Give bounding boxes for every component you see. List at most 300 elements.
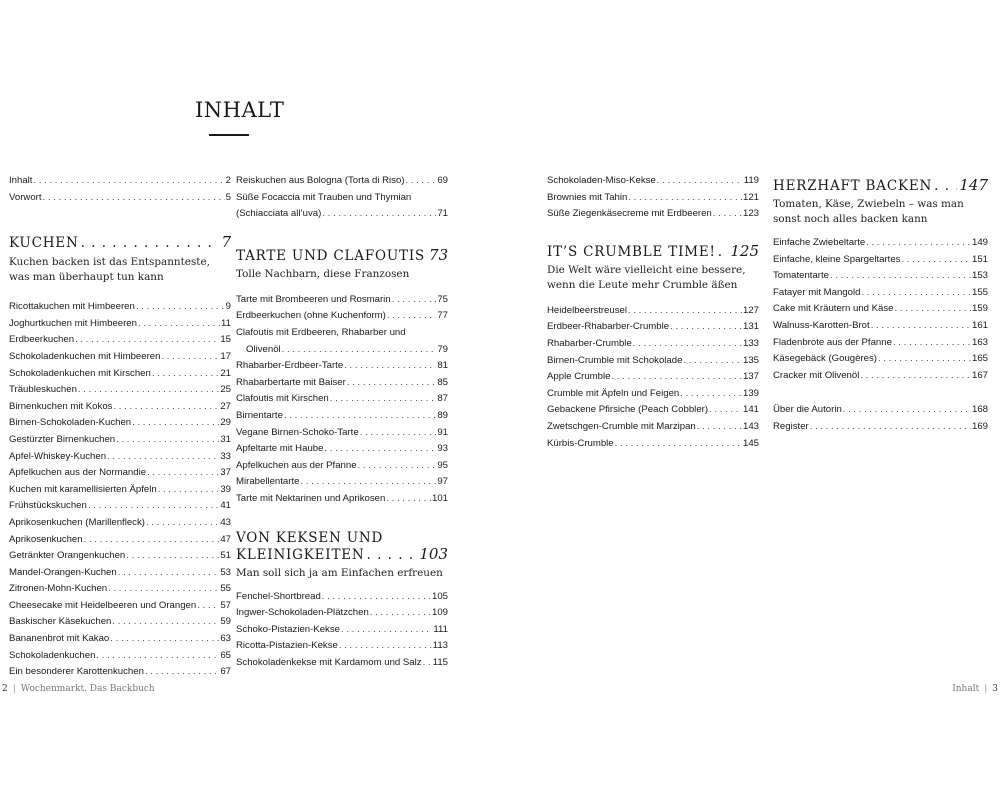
section-subtitle: Tomaten, Käse, Zwiebeln – was man sonst noch alles backen kann xyxy=(773,198,964,225)
entry-label: Brownies mit Tahin xyxy=(547,191,628,203)
toc-entry[interactable] xyxy=(547,173,759,190)
entry-page-number: 33 xyxy=(220,450,231,462)
entry-label: Schokoladen-Miso-Kekse xyxy=(547,175,656,186)
toc-entry[interactable] xyxy=(547,419,759,436)
entry-page-number: 21 xyxy=(220,367,231,379)
leader-dots xyxy=(341,622,432,639)
entry-page-number: 139 xyxy=(742,387,759,399)
footer-section-name: Inhalt xyxy=(952,684,980,694)
entry-label: Erdbeerkuchen xyxy=(9,334,75,346)
toc-entry[interactable] xyxy=(9,581,231,598)
leader-dots xyxy=(893,335,971,352)
entry-page-number: 2 xyxy=(225,175,231,186)
toc-entry[interactable] xyxy=(773,419,988,436)
entry-label: Reiskuchen aus Bologna (Torta di Riso) xyxy=(236,175,405,186)
leader-dots xyxy=(934,178,957,194)
entry-label: Heidelbeerstreusel xyxy=(547,304,627,316)
entry-page-number: 167 xyxy=(971,369,988,381)
entry-page-number: 65 xyxy=(220,649,231,661)
leader-dots xyxy=(88,498,219,515)
leader-dots xyxy=(633,336,742,353)
leader-dots xyxy=(322,206,436,223)
toc-entry[interactable] xyxy=(236,655,448,672)
leader-dots xyxy=(347,375,436,392)
entry-page-number: 109 xyxy=(431,607,448,619)
entry-page-number: 97 xyxy=(437,476,448,488)
entry-label: Schokoladenkuchen xyxy=(9,649,96,661)
entry-page-number: 63 xyxy=(220,633,231,645)
entry-label: Cheesecake mit Heidelbeeren und Orangen xyxy=(9,599,197,611)
leader-dots xyxy=(358,458,437,475)
toc-entry[interactable] xyxy=(9,465,231,482)
entry-label: Vegane Birnen-Schoko-Tarte xyxy=(236,426,359,438)
entry-page-number: 37 xyxy=(220,467,231,479)
toc-entry[interactable] xyxy=(773,252,988,269)
entry-page-number: 95 xyxy=(437,459,448,471)
leader-dots xyxy=(113,399,219,416)
entry-page-number: 141 xyxy=(742,404,759,416)
entry-page-number: 87 xyxy=(437,393,448,405)
entry-label: Schoko-Pistazien-Kekse xyxy=(236,623,340,635)
leader-dots xyxy=(709,402,742,419)
entry-page-number: 59 xyxy=(220,616,231,628)
entry-page-number: 123 xyxy=(742,208,759,220)
entry-label: Käsegebäck (Gougères) xyxy=(773,353,877,365)
entry-label: Rhabarber-Erdbeer-Tarte xyxy=(236,360,344,372)
entry-label: Aprikosenkuchen xyxy=(9,533,83,545)
entry-page-number: 39 xyxy=(220,483,231,495)
leader-dots xyxy=(158,482,220,499)
leader-dots xyxy=(284,408,436,425)
toc-entry[interactable] xyxy=(773,268,988,285)
toc-entry[interactable] xyxy=(236,622,448,639)
toc-entry[interactable] xyxy=(9,532,231,549)
entry-label: Joghurtkuchen mit Himbeeren xyxy=(9,317,137,329)
toc-entry[interactable] xyxy=(9,366,231,383)
leader-dots xyxy=(697,419,742,436)
entry-page-number: 51 xyxy=(220,550,231,562)
section-title: TARTE UND CLAFOUTIS xyxy=(236,247,426,264)
leader-dots xyxy=(370,605,431,622)
section-title-row2 xyxy=(236,546,448,563)
entry-label: Rhabarbertarte mit Baiser xyxy=(236,376,346,388)
toc-entry[interactable] xyxy=(9,482,231,499)
entry-label: Träubleskuchen xyxy=(9,384,77,396)
leader-dots xyxy=(43,190,225,207)
entry-line2 xyxy=(236,206,448,223)
leader-dots xyxy=(386,491,431,508)
entry-list xyxy=(236,292,448,325)
entry-page-number: 11 xyxy=(221,317,231,329)
toc-entry[interactable] xyxy=(773,301,988,318)
entry-label: Erdbeerkuchen (ohne Kuchenform) xyxy=(236,310,386,322)
entry-label: Bananenbrot mit Kakao xyxy=(9,633,110,645)
leader-dots xyxy=(423,655,432,672)
section-title-line2: KLEINIGKEITEN xyxy=(236,546,365,563)
leader-dots xyxy=(110,631,219,648)
footer-separator: | xyxy=(984,684,988,694)
entry-list xyxy=(547,173,759,223)
toc-entry[interactable] xyxy=(9,299,231,316)
entry-page-number: 57 xyxy=(220,599,231,611)
entry-label: Birnen-Crumble mit Schokolade xyxy=(547,354,683,366)
leader-dots xyxy=(871,318,971,335)
entry-page-number: 27 xyxy=(220,400,231,412)
leader-dots xyxy=(75,332,219,349)
entry-label: Cake mit Kräutern und Käse xyxy=(773,303,894,315)
leader-dots xyxy=(895,301,971,318)
entry-page-number: 119 xyxy=(743,175,759,186)
leader-dots xyxy=(861,285,971,302)
section-heading[interactable] xyxy=(236,247,448,264)
toc-entry[interactable] xyxy=(9,614,231,631)
footer-page-number: 2 xyxy=(2,684,8,694)
entry-label: Über die Autorin xyxy=(773,404,842,416)
entry-page-number: 71 xyxy=(437,208,448,220)
entry-label: Cracker mit Olivenöl xyxy=(773,369,860,381)
entry-list xyxy=(547,303,759,452)
leader-dots xyxy=(322,589,431,606)
toc-entry[interactable] xyxy=(773,351,988,368)
toc-entry[interactable] xyxy=(9,498,231,515)
section-page-number: 7 xyxy=(221,233,231,252)
entry-label: Kuchen mit karamellisierten Äpfeln xyxy=(9,483,157,495)
section-heading[interactable] xyxy=(547,243,759,260)
entry-label: Ricottakuchen mit Himbeeren xyxy=(9,301,135,313)
footer-left xyxy=(2,684,155,694)
entry-label: Tomatentarte xyxy=(773,270,829,282)
leader-dots xyxy=(670,319,742,336)
toc-entry[interactable] xyxy=(9,515,231,532)
entry-page-number: 17 xyxy=(220,350,231,362)
entry-label: Apfelkuchen aus der Pfanne xyxy=(236,459,357,471)
entry-label: Schokoladenkuchen mit Kirschen xyxy=(9,367,151,379)
entry-page-number: 47 xyxy=(220,533,231,545)
toc-entry[interactable] xyxy=(9,332,231,349)
toc-entry[interactable] xyxy=(773,402,988,419)
section-title: IT’S CRUMBLE TIME! xyxy=(547,243,716,260)
leader-dots xyxy=(116,432,219,449)
toc-entry[interactable] xyxy=(236,325,448,358)
toc-entry[interactable] xyxy=(773,335,988,352)
entry-label: Schokoladenkekse mit Kardamom und Salz xyxy=(236,656,422,668)
leader-dots xyxy=(84,532,220,549)
leader-dots xyxy=(161,349,219,366)
leader-dots xyxy=(147,465,219,482)
toc-entry[interactable] xyxy=(773,235,988,252)
entry-label-line2: Olivenöl xyxy=(246,343,281,355)
toc-entry[interactable] xyxy=(236,589,448,606)
entry-label: Mandel-Orangen-Kuchen xyxy=(9,566,117,578)
entry-page-number: 111 xyxy=(433,623,448,635)
leader-dots xyxy=(860,368,971,385)
entry-page-number: 133 xyxy=(742,337,759,349)
entry-page-number: 143 xyxy=(742,420,759,432)
leader-dots xyxy=(680,386,742,403)
toc-entry[interactable] xyxy=(9,190,231,207)
entry-page-number: 169 xyxy=(971,420,988,432)
footer-separator: | xyxy=(12,684,16,694)
toc-entry[interactable] xyxy=(547,303,759,320)
leader-dots xyxy=(843,402,971,419)
entry-page-number: 153 xyxy=(971,270,988,282)
leader-dots xyxy=(866,235,971,252)
section-crumble xyxy=(547,243,759,452)
toc-entry[interactable] xyxy=(236,308,448,325)
toc-entry[interactable] xyxy=(547,319,759,336)
section-page-number: 103 xyxy=(419,544,448,563)
toc-entry[interactable] xyxy=(547,369,759,386)
back-matter-list xyxy=(773,402,988,435)
entry-page-number: 79 xyxy=(437,343,448,355)
entry-label: Apfel-Whiskey-Kuchen xyxy=(9,450,107,462)
entry-list xyxy=(236,589,448,672)
toc-entry[interactable] xyxy=(236,408,448,425)
toc-entry[interactable] xyxy=(9,173,231,190)
toc-entry[interactable] xyxy=(236,391,448,408)
title-underline xyxy=(209,134,249,136)
footer-right xyxy=(952,684,998,694)
entry-page-number: 5 xyxy=(225,191,231,203)
leader-dots xyxy=(830,268,971,285)
toc-column-3 xyxy=(547,173,759,452)
toc-entry[interactable] xyxy=(9,648,231,665)
entry-page-number: 149 xyxy=(971,237,988,248)
entry-label: Apple Crumble xyxy=(547,371,611,383)
entry-label: Apfelkuchen aus der Normandie xyxy=(9,467,147,479)
entry-label: Einfache, kleine Spargeltartes xyxy=(773,253,901,265)
entry-page-number: 93 xyxy=(437,443,448,455)
leader-dots xyxy=(330,391,437,408)
toc-entry[interactable] xyxy=(773,318,988,335)
section-subtitle: Die Welt wäre vielleicht eine bessere, wenn die Leute mehr Crumble äßen xyxy=(547,263,746,291)
entry-label: Register xyxy=(773,420,809,432)
leader-dots xyxy=(628,190,742,207)
entry-label: Crumble mit Äpfeln und Feigen xyxy=(547,387,680,399)
entry-label: Ricotta-Pistazien-Kekse xyxy=(236,640,338,652)
entry-page-number: 29 xyxy=(220,417,231,429)
section-title: KUCHEN xyxy=(9,235,79,252)
toc-entry[interactable] xyxy=(547,436,759,453)
toc-entry[interactable] xyxy=(236,292,448,309)
leader-dots xyxy=(387,308,436,325)
entry-label: Gestürzter Birnenkuchen xyxy=(9,433,116,445)
entry-label: Birnentarte xyxy=(236,409,283,421)
entry-page-number: 31 xyxy=(220,433,231,445)
entry-label: Zitronen-Mohn-Kuchen xyxy=(9,583,108,595)
toc-entry[interactable] xyxy=(773,368,988,385)
toc-entry[interactable] xyxy=(236,605,448,622)
leader-dots xyxy=(282,342,437,359)
entry-label: Einfache Zwiebeltarte xyxy=(773,237,866,248)
section-subtitle: Man soll sich ja am Einfachen erfreuen xyxy=(236,566,443,579)
entry-page-number: 15 xyxy=(220,334,231,346)
leader-dots xyxy=(300,474,436,491)
toc-entry[interactable] xyxy=(236,375,448,392)
entry-page-number: 41 xyxy=(220,500,231,512)
entry-page-number: 69 xyxy=(437,175,448,186)
section-heading[interactable] xyxy=(9,234,231,251)
leader-dots xyxy=(118,565,220,582)
section-title: HERZHAFT BACKEN xyxy=(773,178,933,194)
toc-entry[interactable] xyxy=(236,173,448,190)
entry-label: Walnuss-Karotten-Brot xyxy=(773,319,870,331)
toc-entry[interactable] xyxy=(9,415,231,432)
leader-dots xyxy=(901,252,971,269)
entry-line2 xyxy=(236,342,448,359)
entry-label: Schokoladenkuchen mit Himbeeren xyxy=(9,350,161,362)
toc-entry[interactable] xyxy=(236,474,448,491)
toc-entry[interactable] xyxy=(547,190,759,207)
toc-column-2 xyxy=(236,173,448,671)
entry-page-number: 127 xyxy=(742,304,759,316)
entry-label: Birnenkuchen mit Kokos xyxy=(9,400,113,412)
entry-label: Mirabellentarte xyxy=(236,476,300,488)
leader-dots xyxy=(683,353,742,370)
entry-page-number: 151 xyxy=(971,253,988,265)
leader-dots xyxy=(152,366,219,383)
entry-page-number: 53 xyxy=(220,566,231,578)
entry-label: Baskischer Käsekuchen xyxy=(9,616,112,628)
toc-entry[interactable] xyxy=(236,190,448,223)
entry-label: Tarte mit Brombeeren und Rosmarin xyxy=(236,293,391,305)
leader-dots xyxy=(108,581,219,598)
entry-page-number: 43 xyxy=(220,516,231,528)
leader-dots xyxy=(713,206,742,223)
entry-label: Frühstückskuchen xyxy=(9,500,87,512)
leader-dots xyxy=(107,449,219,466)
section-heading[interactable] xyxy=(236,530,448,563)
leader-dots xyxy=(78,382,219,399)
entry-page-number: 55 xyxy=(220,583,231,595)
toc-entry[interactable] xyxy=(9,382,231,399)
toc-entry[interactable] xyxy=(547,336,759,353)
toc-entry[interactable] xyxy=(236,441,448,458)
leader-dots xyxy=(657,173,743,190)
toc-entry[interactable] xyxy=(9,349,231,366)
leader-dots xyxy=(367,547,418,563)
entry-page-number: 101 xyxy=(431,492,448,504)
toc-entry[interactable] xyxy=(547,402,759,419)
entry-page-number: 75 xyxy=(437,293,448,305)
leader-dots xyxy=(96,648,219,665)
entry-page-number: 135 xyxy=(742,354,759,366)
section-heading[interactable] xyxy=(773,177,988,194)
toc-entry[interactable] xyxy=(236,458,448,475)
entry-page-number: 131 xyxy=(742,321,759,333)
leader-dots xyxy=(810,419,971,436)
toc-entry[interactable] xyxy=(9,664,231,681)
leader-dots xyxy=(138,316,220,333)
entry-page-number: 9 xyxy=(225,301,231,313)
leader-dots xyxy=(136,299,225,316)
entry-label: Clafoutis mit Kirschen xyxy=(236,393,329,405)
toc-entry[interactable] xyxy=(9,316,231,333)
entry-page-number: 25 xyxy=(220,384,231,396)
entry-page-number: 165 xyxy=(971,353,988,365)
entry-list xyxy=(236,173,448,190)
front-matter-list xyxy=(9,173,231,206)
entry-label: Aprikosenkuchen (Marillenfleck) xyxy=(9,516,145,528)
leader-dots xyxy=(628,303,742,320)
entry-label: Fladenbrote aus der Pfanne xyxy=(773,336,892,348)
toc-entry[interactable] xyxy=(547,386,759,403)
toc-entry[interactable] xyxy=(236,425,448,442)
leader-dots xyxy=(81,235,220,251)
section-page-number: 125 xyxy=(730,241,759,260)
entry-page-number: 77 xyxy=(437,310,448,322)
section-page-number: 147 xyxy=(959,176,988,194)
leader-dots xyxy=(339,638,432,655)
page-title: INHALT xyxy=(195,98,285,122)
toc-entry[interactable] xyxy=(236,491,448,508)
entry-label: Erdbeer-Rhabarber-Crumble xyxy=(547,321,670,333)
entry-page-number: 137 xyxy=(742,371,759,383)
entry-label-line2: (Schiacciata all’uva) xyxy=(236,208,322,220)
leader-dots xyxy=(611,369,742,386)
entry-page-number: 161 xyxy=(971,319,988,331)
entry-label: Zwetschgen-Crumble mit Marzipan xyxy=(547,420,696,432)
toc-entry[interactable] xyxy=(773,285,988,302)
leader-dots xyxy=(146,515,219,532)
leader-dots xyxy=(878,351,971,368)
toc-entry[interactable] xyxy=(9,399,231,416)
entry-page-number: 145 xyxy=(742,437,759,449)
leader-dots xyxy=(112,614,219,631)
leader-dots xyxy=(145,664,219,681)
entry-page-number: 115 xyxy=(432,656,448,668)
entry-label: Apfeltarte mit Haube xyxy=(236,443,324,455)
toc-entry[interactable] xyxy=(9,449,231,466)
toc-entry[interactable] xyxy=(9,432,231,449)
section-subtitle: Tolle Nachbarn, diese Franzosen xyxy=(236,267,410,280)
section-keksen xyxy=(236,530,448,672)
leader-dots xyxy=(126,548,219,565)
section-subtitle: Kuchen backen ist das Entspannteste, was man überhaupt tun kann xyxy=(9,256,210,284)
leader-dots xyxy=(324,441,436,458)
entry-page-number: 159 xyxy=(971,303,988,315)
toc-entry[interactable] xyxy=(547,353,759,370)
entry-page-number: 113 xyxy=(432,640,448,652)
entry-page-number: 81 xyxy=(437,360,448,372)
toc-column-4 xyxy=(773,173,988,436)
entry-page-number: 121 xyxy=(742,191,759,203)
toc-entry[interactable] xyxy=(9,631,231,648)
footer-book-title: Wochenmarkt. Das Backbuch xyxy=(20,684,155,694)
entry-page-number: 155 xyxy=(971,286,988,298)
toc-entry[interactable] xyxy=(547,206,759,223)
entry-label: Fatayer mit Mangold xyxy=(773,286,861,298)
section-page-number: 73 xyxy=(429,245,449,264)
entry-label: Kürbis-Crumble xyxy=(547,437,614,449)
entry-label: Ein besonderer Karottenkuchen xyxy=(9,666,144,678)
leader-dots xyxy=(615,436,742,453)
entry-page-number: 168 xyxy=(971,404,988,416)
leader-dots xyxy=(344,358,436,375)
toc-entry[interactable] xyxy=(9,548,231,565)
entry-label: Rhabarber-Crumble xyxy=(547,337,632,349)
entry-label: Gebackene Pfirsiche (Peach Cobbler) xyxy=(547,404,709,416)
entry-page-number: 163 xyxy=(971,336,988,348)
toc-entry[interactable] xyxy=(9,565,231,582)
entry-page-number: 67 xyxy=(220,666,231,678)
entry-list xyxy=(236,358,448,507)
entry-label: Vorwort xyxy=(9,191,42,203)
toc-entry[interactable] xyxy=(236,638,448,655)
toc-entry[interactable] xyxy=(9,598,231,615)
toc-entry[interactable] xyxy=(236,358,448,375)
leader-dots xyxy=(360,425,437,442)
